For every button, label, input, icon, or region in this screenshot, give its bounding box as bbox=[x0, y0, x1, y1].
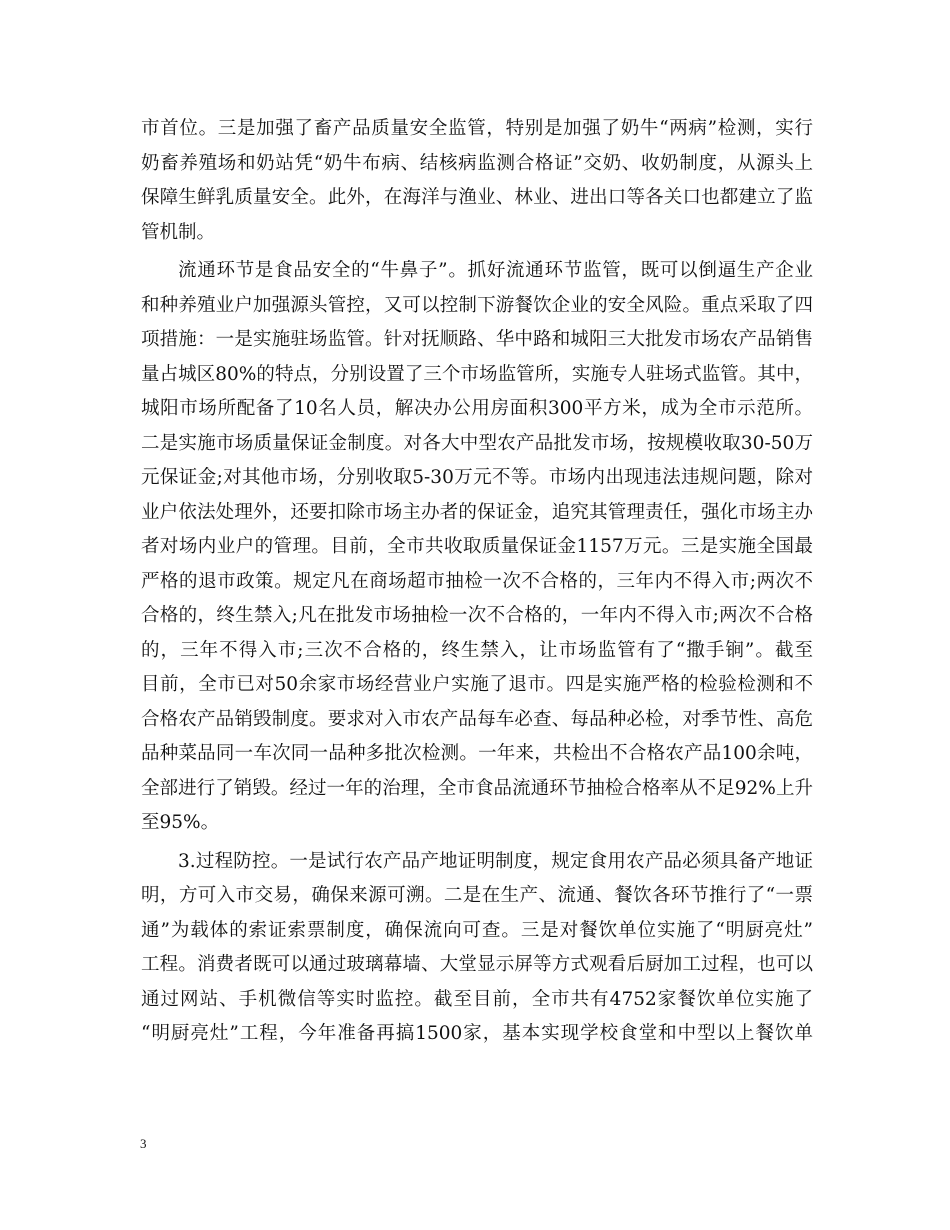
text-line: 通”为载体的索证索票制度，确保流向可查。三是对餐饮单位实施了“明厨亮灶” bbox=[141, 919, 813, 941]
text-line: 工程。消费者既可以通过玻璃幕墙、大堂显示屏等方式观看后厨加工过程，也可以 bbox=[141, 954, 813, 975]
text-line: “明厨亮灶”工程，今年准备再搞1500家，基本实现学校食堂和中型以上餐饮单 bbox=[141, 1023, 813, 1044]
text-line: 严格的退市政策。规定凡在商场超市抽检一次不合格的，三年内不得入市;两次不 bbox=[141, 570, 813, 592]
text-line: 元保证金;对其他市场，分别收取5-30万元不等。市场内出现违法违规问题，除对 bbox=[141, 467, 813, 488]
text-line: 和种养殖业户加强源头管控，又可以控制下游餐饮企业的安全风险。重点采取了四 bbox=[141, 294, 813, 316]
page-number: 3 bbox=[140, 1136, 147, 1151]
paragraph-3 bbox=[141, 845, 813, 1052]
text-line: 量占城区80%的特点，分别设置了三个市场监管所，实施专人驻场式监管。其中， bbox=[141, 363, 813, 385]
text-line: 明，方可入市交易，确保来源可溯。二是在生产、流通、餐饮各环节推行了“一票 bbox=[141, 885, 813, 906]
text-line: 城阳市场所配备了10名人员，解决办公用房面积300平方米，成为全市示范所。 bbox=[141, 398, 813, 419]
text-line: 合格农产品销毁制度。要求对入市农产品每车必查、每品种必检，对季节性、高危 bbox=[141, 708, 813, 730]
text-line: 业户依法处理外，还要扣除市场主办者的保证金，追究其管理责任，强化市场主办 bbox=[141, 501, 813, 523]
text-line: 通过网站、手机微信等实时监控。截至目前，全市共有4752家餐饮单位实施了 bbox=[141, 988, 813, 1010]
text-line: 项措施：一是实施驻场监管。针对抚顺路、华中路和城阳三大批发市场农产品销售 bbox=[141, 329, 813, 350]
text-line: 市首位。三是加强了畜产品质量安全监管，特别是加强了奶牛“两病”检测，实行 bbox=[141, 118, 813, 139]
text-line: 品种菜品同一车次同一品种多批次检测。一年来，共检出不合格农产品100余吨， bbox=[141, 743, 813, 764]
text-line: 至95%。 bbox=[141, 812, 220, 833]
text-line: 二是实施市场质量保证金制度。对各大中型农产品批发市场，按规模收取30-50万 bbox=[141, 432, 813, 454]
text-line: 3.过程防控。一是试行农产品产地证明制度，规定食用农产品必须具备产地证 bbox=[178, 850, 813, 872]
body-text bbox=[141, 112, 813, 1052]
text-line: 保障生鲜乳质量安全。此外，在海洋与渔业、林业、进出口等各关口也都建立了监 bbox=[141, 187, 813, 208]
text-line: 合格的，终生禁入;凡在批发市场抽检一次不合格的，一年内不得入市;两次不合格 bbox=[141, 605, 813, 626]
text-line: 目前，全市已对50余家市场经营业户实施了退市。四是实施严格的检验检测和不 bbox=[141, 674, 813, 695]
text-line: 流通环节是食品安全的“牛鼻子”。抓好流通环节监管，既可以倒逼生产企业 bbox=[178, 260, 813, 281]
text-line: 全部进行了销毁。经过一年的治理，全市食品流通环节抽检合格率从不足92%上升 bbox=[141, 777, 813, 799]
paragraph-1 bbox=[141, 112, 813, 250]
text-line: 管机制。 bbox=[141, 221, 216, 243]
paragraph-2 bbox=[141, 254, 813, 841]
text-line: 者对场内业户的管理。目前，全市共收取质量保证金1157万元。三是实施全国最 bbox=[141, 536, 813, 557]
text-line: 的，三年不得入市;三次不合格的，终生禁入，让市场监管有了“撒手锏”。截至 bbox=[141, 639, 813, 661]
text-line: 奶畜养殖场和奶站凭“奶牛布病、结核病监测合格证”交奶、收奶制度，从源头上 bbox=[141, 152, 813, 174]
